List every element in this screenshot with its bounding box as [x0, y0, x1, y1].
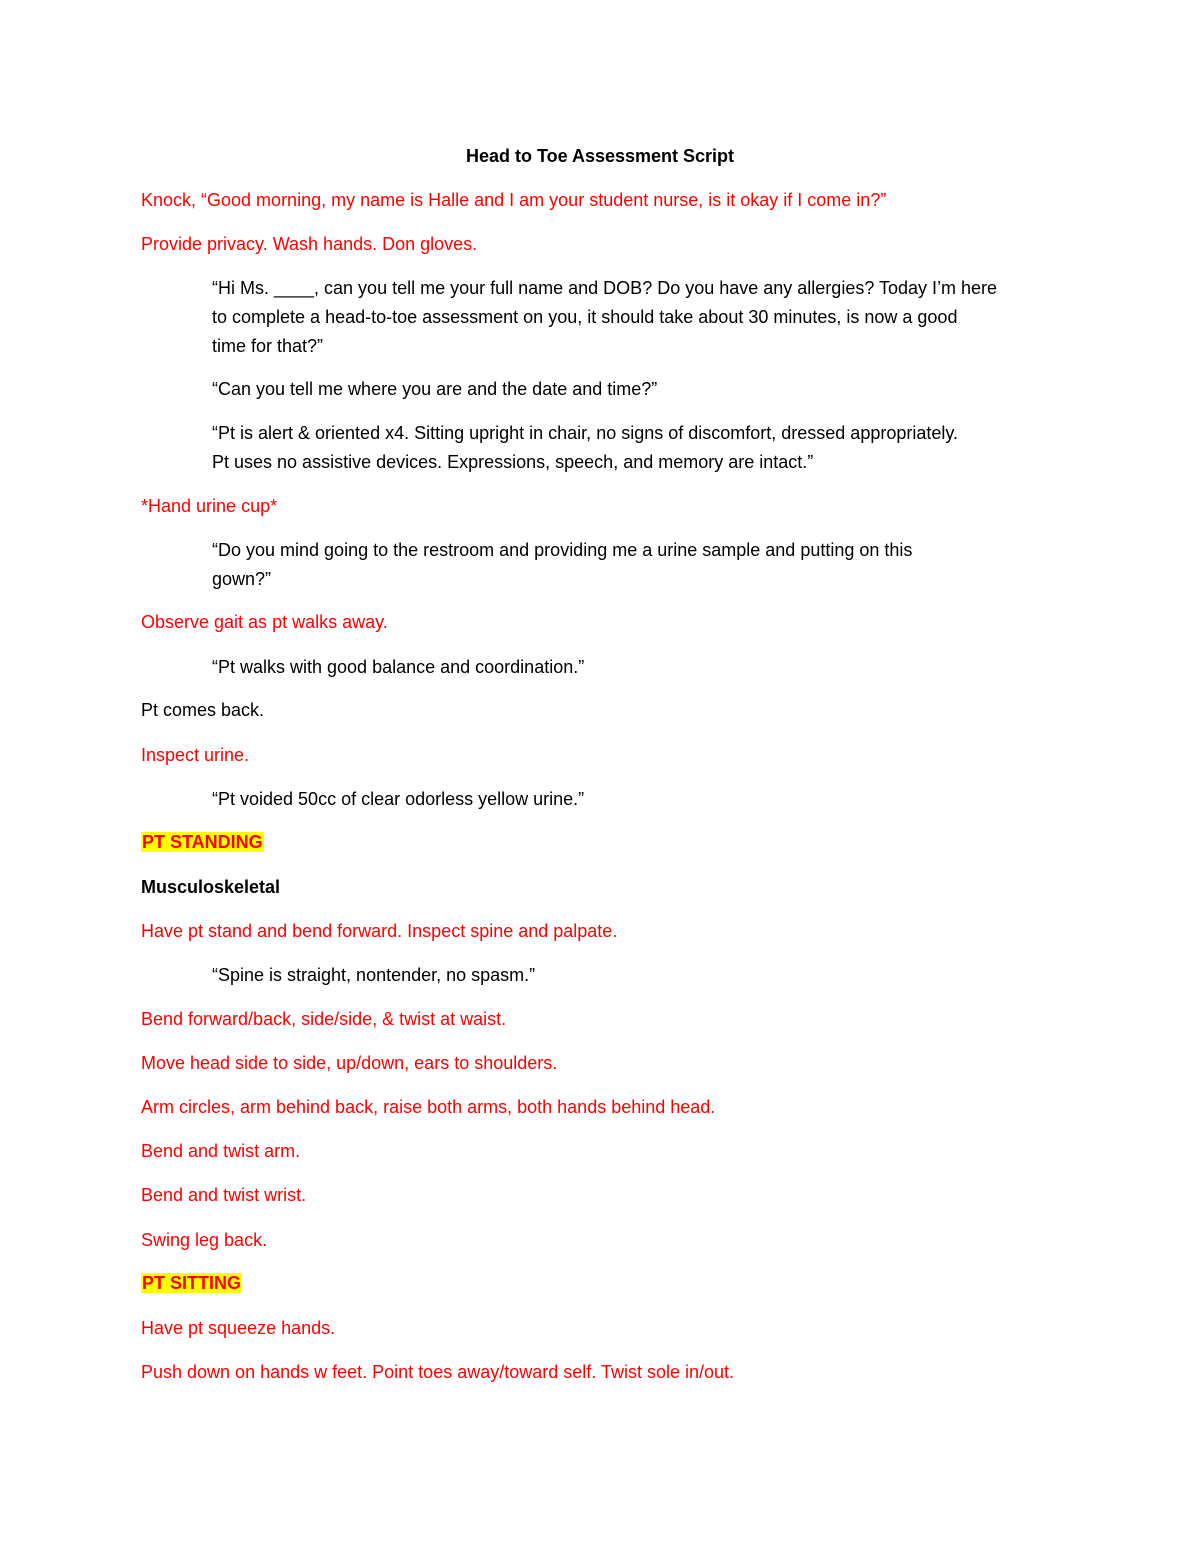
knock-instruction: Knock, “Good morning, my name is Halle and I am your student nurse, is it okay if I come in?” [141, 190, 887, 210]
bend-twist-waist-instruction: Bend forward/back, side/side, & twist at waist. [141, 1009, 507, 1029]
pt-standing-heading [141, 831, 264, 853]
swing-leg-instruction: Swing leg back. [141, 1230, 268, 1250]
urine-note: “Pt voided 50cc of clear odorless yellow urine.” [212, 789, 585, 809]
pt-sitting-heading [141, 1272, 242, 1294]
urine-request-line-1: “Do you mind going to the restroom and providing me a urine sample and putting on this [212, 540, 913, 560]
inspect-urine-instruction: Inspect urine. [141, 745, 250, 765]
urine-request-line-2: gown?” [212, 569, 272, 589]
bend-arm-instruction: Bend and twist arm. [141, 1141, 301, 1161]
gait-note: “Pt walks with good balance and coordination.” [212, 657, 585, 677]
privacy-instruction: Provide privacy. Wash hands. Don gloves. [141, 234, 478, 254]
musculoskeletal-heading: Musculoskeletal [141, 877, 281, 897]
push-down-instruction: Push down on hands w feet. Point toes away/toward self. Twist sole in/out. [141, 1362, 734, 1382]
intro-question-line-1: “Hi Ms. ____, can you tell me your full name and DOB? Do you have any allergies? Today I’m here [212, 278, 998, 298]
bend-wrist-instruction: Bend and twist wrist. [141, 1185, 307, 1205]
stand-bend-instruction: Have pt stand and bend forward. Inspect spine and palpate. [141, 921, 618, 941]
intro-question-line-3: time for that?” [212, 336, 324, 356]
spine-note: “Spine is straight, nontender, no spasm.” [212, 965, 536, 985]
document-title: Head to Toe Assessment Script [465, 146, 735, 166]
pt-sitting-label: PT SITTING [142, 1273, 241, 1293]
observe-gait-instruction: Observe gait as pt walks away. [141, 612, 388, 632]
intro-question-line-2: to complete a head-to-toe assessment on you, it should take about 30 minutes, is now a good [212, 307, 958, 327]
alert-note-line-2: Pt uses no assistive devices. Expressions, speech, and memory are intact.” [212, 452, 814, 472]
squeeze-hands-instruction: Have pt squeeze hands. [141, 1318, 336, 1338]
alert-note-line-1: “Pt is alert & oriented x4. Sitting upright in chair, no signs of discomfort, dressed appropriately. [212, 423, 959, 443]
urine-cup-instruction: *Hand urine cup* [141, 496, 278, 516]
pt-standing-label: PT STANDING [142, 832, 263, 852]
pt-comes-back: Pt comes back. [141, 700, 265, 720]
move-head-instruction: Move head side to side, up/down, ears to shoulders. [141, 1053, 558, 1073]
orientation-question: “Can you tell me where you are and the date and time?” [212, 379, 658, 399]
arm-circles-instruction: Arm circles, arm behind back, raise both arms, both hands behind head. [141, 1097, 716, 1117]
